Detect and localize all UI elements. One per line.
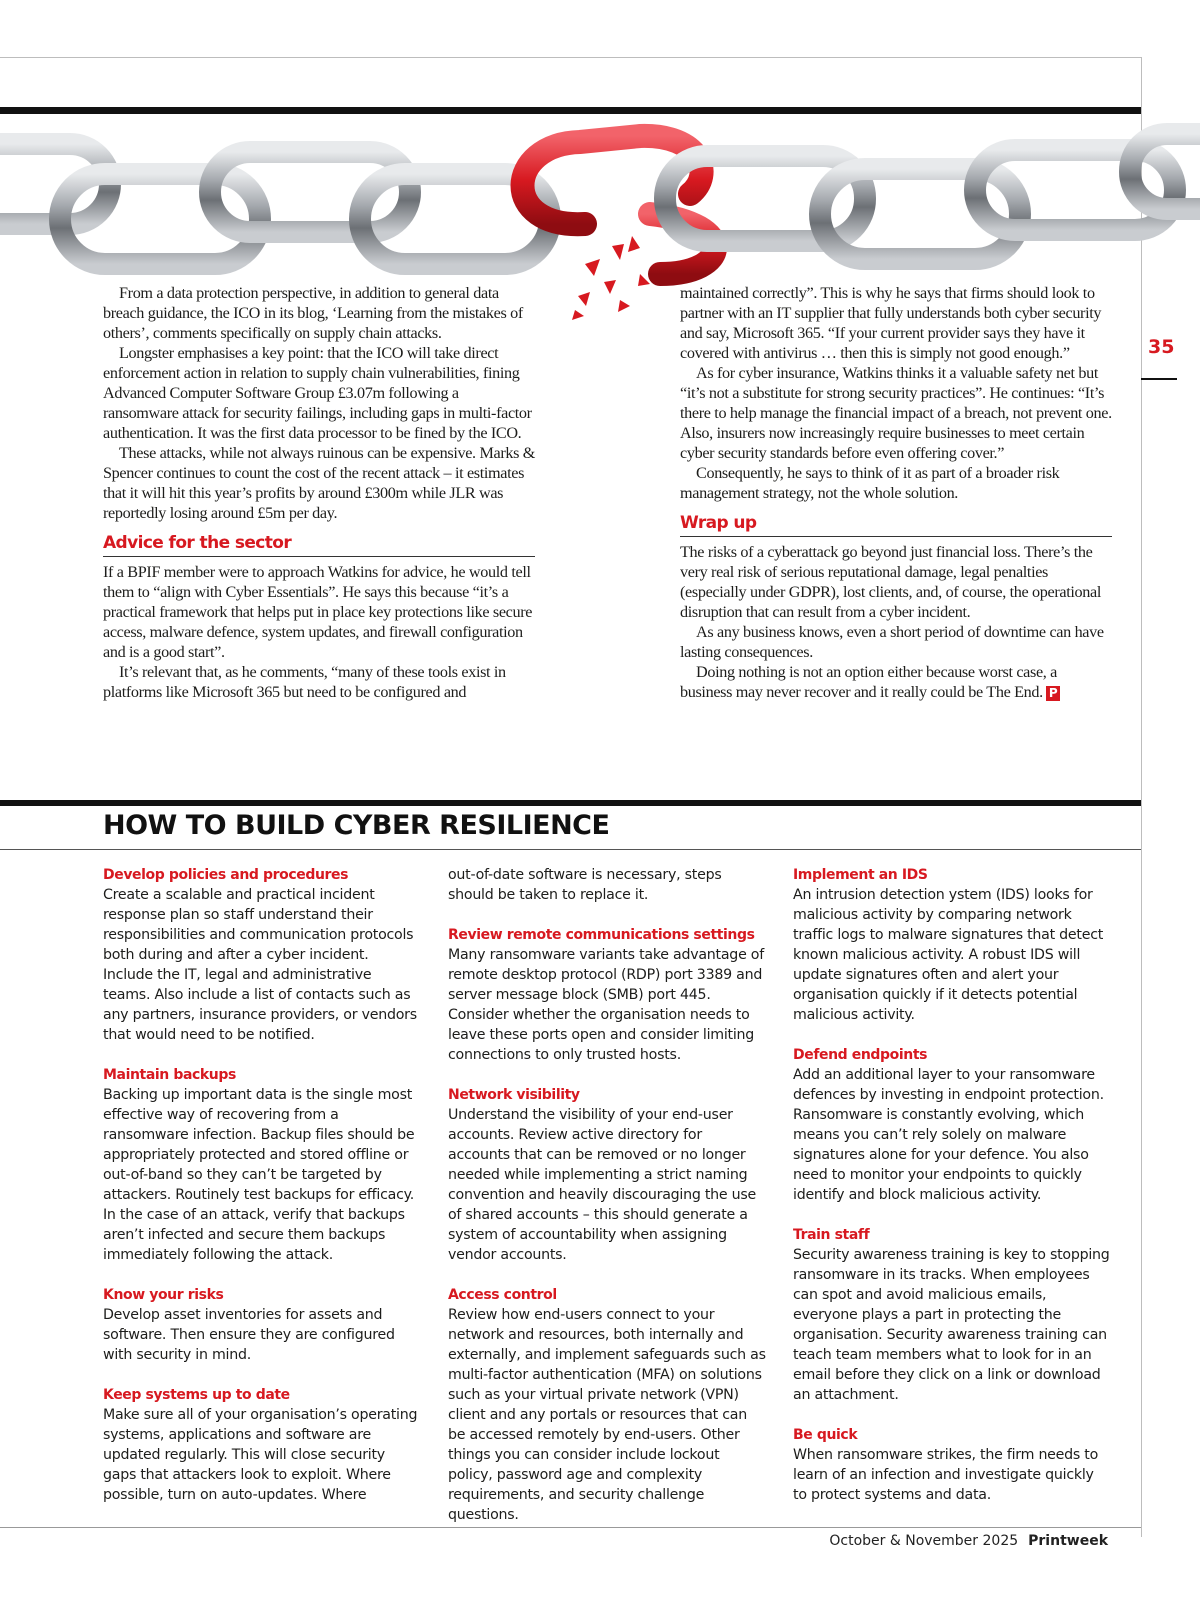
article-paragraph: The risks of a cyberattack go beyond just financial loss. There’s the very real risk of serious reputational damage, legal penalties (especially under GDPR), lost clients, and, of course, the operational disruption that can result from a cyber incident. [680, 543, 1101, 621]
tip-body: Understand the visibility of your end-user accounts. Review active directory for accounts that can be removed or no longer needed while implementing a strict naming convention and heavily discouraging the use of shared accounts – this should generate a system of accountability when assigning vendor accounts. [448, 1107, 757, 1263]
article-paragraph: These attacks, while not always ruinous can be expensive. Marks & Spencer continues to count the cost of the recent attack – it estimates that it will hit this year’s profits by around £300m while JLR was reportedly losing around £5m per day. [103, 444, 535, 522]
red-fragments [572, 236, 650, 320]
tip-heading: Review remote communications settings [448, 927, 755, 943]
tip-heading: Maintain backups [103, 1067, 236, 1083]
article-paragraph: From a data protection perspective, in addition to general data breach guidance, the ICO in its blog, ‘Learning from the mistakes of others’, comments specifically on supply chain attacks. [103, 284, 523, 342]
tip-body: Many ransomware variants take advantage of remote desktop protocol (RDP) port 3389 and server message block (SMB) port 445. Consider whether the organisation needs to leave these ports open and consider limiting connections to only trusted hosts. [448, 947, 764, 1063]
tip-continuation [448, 865, 766, 905]
tip-heading: Network visibility [448, 1087, 580, 1103]
article-paragraph: Longster emphasises a key point: that the ICO will take direct enforcement action in relation to supply chain vulnerabilities, fining Advanced Computer Software Group £3.07m following a ransomware attack for security failings, including gaps in multi-factor authentication. It was the first data processor to be fined by the ICO. [103, 344, 532, 442]
article-paragraph-text: Doing nothing is not an option either because worst case, a business may never recover and it really could be The End. [680, 663, 1058, 701]
tip-body: Review how end-users connect to your network and resources, both internally and externally, and implement safeguards such as multi-factor authentication (MFA) on solutions such as your virtual private network (VPN) client and any portals or resources that can be accessed remotely by end-users. Other things you can consider include lockout policy, password age and complexity requirements, and security challenge questions. [448, 1307, 766, 1523]
article-paragraph: If a BPIF member were to approach Watkins for advice, he would tell them to “align with Cyber Essentials”. He says this because “it’s a practical framework that helps put in place key protections like secure access, malware defence, system updates, and firewall configuration and is a good start”. [103, 563, 533, 661]
tip-heading: Defend endpoints [793, 1047, 928, 1063]
article-paragraph-final [680, 662, 1112, 702]
tip-body: Security awareness training is key to stopping ransomware in its tracks. When employees can spot and avoid malicious emails, everyone plays a part in protecting the organisation. Security awareness training can teach team members what to look for in an email before they click on a link or download an attachment. [793, 1247, 1110, 1403]
top-rule [0, 107, 1141, 114]
article-paragraph: It’s relevant that, as he comments, “many of these tools exist in platforms like Microsoft 365 but need to be configured and [103, 663, 506, 701]
tip-section [793, 865, 1111, 1025]
tip-heading: Implement an IDS [793, 867, 928, 883]
tip-section [448, 1285, 766, 1525]
tip-body: Add an additional layer to your ransomware defences by investing in endpoint protection. Ransomware is constantly evolving, which means you can’t rely solely on malware signatures alone for your defence. You also need to monitor your endpoints to quickly identify and block malicious activity. [793, 1067, 1104, 1203]
tip-section [103, 1385, 421, 1505]
end-mark-icon: P [1046, 686, 1060, 701]
tip-body: Create a scalable and practical incident response plan so staff understand their responsibilities and communication protocols both during and after a cyber incident. Include the IT, legal and administrative teams. Also include a list of contacts such as any partners, insurance providers, or vendors that would need to be notified. [103, 887, 417, 1043]
tip-body: Develop asset inventories for assets and software. Then ensure they are configured with security in mind. [103, 1307, 395, 1363]
tip-heading: Be quick [793, 1427, 858, 1443]
article-column-right [680, 283, 1112, 702]
chain-link-left [0, 144, 550, 264]
tip-section [793, 1425, 1111, 1505]
article-paragraph: As for cyber insurance, Watkins thinks it a valuable safety net but “it’s not a substitute for strong security practices”. He continues: “It’s there to help manage the financial impact of a breach, not prevent one. Also, insurers now increasingly require businesses to meet certain cyber security standards before even offering cover.” [680, 364, 1112, 462]
chain-link-right [665, 134, 1200, 259]
page-number-rule [1141, 378, 1177, 380]
tip-body: out-of-date software is necessary, steps should be taken to replace it. [448, 867, 722, 903]
tip-heading: Keep systems up to date [103, 1387, 290, 1403]
box-title: HOW TO BUILD CYBER RESILIENCE [103, 810, 610, 841]
tips-column-2 [448, 865, 766, 1545]
tip-body: An intrusion detection ystem (IDS) looks for malicious activity by comparing network traffic logs to malware signatures that detect known malicious activity. A robust IDS will update signatures often and alert your organisation quickly if it detects potential malicious activity. [793, 887, 1104, 1023]
tips-column-1 [103, 865, 421, 1525]
article-paragraph: As any business knows, even a short period of downtime can have lasting consequences. [680, 623, 1104, 661]
tip-section [793, 1045, 1111, 1205]
tip-section [448, 925, 766, 1065]
tip-heading: Know your risks [103, 1287, 224, 1303]
tips-column-3 [793, 865, 1111, 1525]
box-title-rule [0, 849, 1141, 850]
article-paragraph: maintained correctly”. This is why he says that firms should look to partner with an IT supplier that fully understands both cyber security and say, Microsoft 365. “If your current provider says they have it covered with antivirus … then this is simply not good enough.” [680, 284, 1102, 362]
section-heading-wrap-up: Wrap up [680, 513, 1112, 537]
tip-heading: Develop policies and procedures [103, 867, 349, 883]
tip-section [103, 1285, 421, 1365]
article-paragraph: Consequently, he says to think of it as part of a broader risk management strategy, not the whole solution. [680, 464, 1060, 502]
issue-date: October & November 2025 [829, 1533, 1019, 1549]
tip-section [103, 865, 421, 1045]
tip-heading: Access control [448, 1287, 557, 1303]
tip-heading: Train staff [793, 1227, 870, 1243]
tip-section [448, 1085, 766, 1265]
publication-name: Printweek [1028, 1533, 1108, 1549]
section-heading-advice: Advice for the sector [103, 533, 535, 557]
tip-body: When ransomware strikes, the firm needs to learn of an infection and investigate quickly to protect systems and data. [793, 1447, 1099, 1503]
page-number: 35 [1148, 336, 1175, 358]
footer-rule [0, 1527, 1141, 1528]
article-column-left [103, 283, 535, 702]
box-top-rule [0, 800, 1141, 806]
page-footer [829, 1533, 1108, 1549]
page-frame-top [0, 57, 1141, 58]
tip-section [103, 1065, 421, 1265]
tip-body: Make sure all of your organisation’s operating systems, applications and software are updated regularly. This will close security gaps that attackers look to exploit. Where possible, turn on auto-updates. Where [103, 1407, 418, 1503]
tip-body: Backing up important data is the single most effective way of recovering from a ransomware infection. Backup files should be appropriately protected and stored offline or out-of-band so they can’t be targeted by attackers. Routinely test backups for efficacy. In the case of an attack, verify that backups aren’t infected and secure them backups immediately following the attack. [103, 1087, 415, 1263]
tip-section [793, 1225, 1111, 1405]
